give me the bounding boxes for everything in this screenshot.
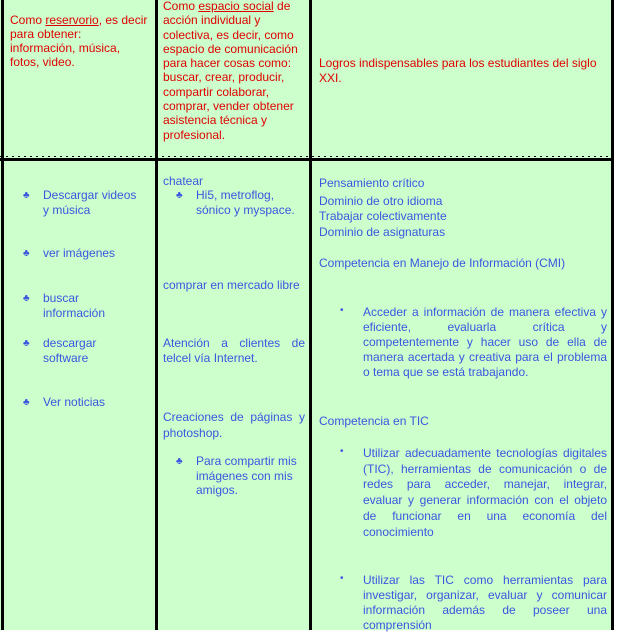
list-item: ver imágenes [43, 246, 116, 260]
header-col1 [10, 13, 150, 69]
logro: Pensamiento crítico [319, 176, 425, 190]
club-icon: ♣ [23, 397, 30, 408]
club-icon: ♣ [23, 248, 30, 259]
border [155, 0, 158, 630]
cmi-title: Competencia en Manejo de Información (CMI) [319, 256, 566, 270]
list-item: Utilizar las TIC como herramientas para investigar, organizar, evaluar y comunicar información además de poseer una comprensión [363, 573, 607, 632]
text: reservorio [45, 13, 99, 27]
comprar-text: comprar en mercado libre [163, 278, 300, 292]
text: Como [10, 13, 46, 27]
border [1, 0, 4, 630]
tic-title: Competencia en TIC [319, 414, 429, 428]
logro: Dominio de asignaturas [319, 225, 446, 239]
creaciones-text: Creaciones de páginas y photoshop. [163, 410, 305, 440]
logro: Dominio de otro idioma [319, 194, 443, 208]
bullet-icon: • [340, 446, 344, 457]
header-col2 [163, 0, 308, 142]
club-icon: ♣ [23, 293, 30, 304]
club-icon: ♣ [176, 190, 183, 201]
header-col3: Logros indispensables para los estudiantes del siglo XXI. [319, 56, 597, 85]
club-icon: ♣ [176, 456, 183, 467]
text: espacio social [198, 0, 274, 13]
text: , es decir para obtener: información, música, fotos, video. [10, 13, 148, 69]
bullet-icon: • [340, 305, 344, 316]
divider [0, 156, 614, 157]
club-icon: ♣ [23, 190, 30, 201]
list-item: Utilizar adecuadamente tecnologías digitales (TIC), herramientas de comunicación o de redes para acceder, manejar, integrar, evaluar y generar información con el objeto de funcionar en una economía del conocimiento [363, 446, 607, 539]
list-item: Descargar videos y música [43, 188, 137, 217]
atencion-text: Atención a clientes de telcel vía Internet. [163, 336, 305, 365]
divider [0, 158, 614, 161]
list-item: Ver noticias [43, 395, 106, 409]
list-item: Para compartir mis imágenes con mis amigos. [196, 454, 297, 497]
list-item: buscar información [43, 291, 106, 320]
text: Como [163, 0, 199, 13]
list-item: Acceder a información de manera efectiva y eficiente, evaluarla crítica y competentemente y hacer uso de ella de manera acertada y creativa para el problema o tema que se está trabajando. [363, 305, 607, 379]
list-item: Hi5, metroflog, sónico y myspace. [196, 188, 295, 217]
chatear-text: chatear [163, 174, 204, 188]
club-icon: ♣ [23, 338, 30, 349]
text: de acción individual y colectiva, es decir, como espacio de comunicación para hacer cosas como: buscar, crear, producir, compartir colaborar, comprar, vender obtener asistencia técnica y profesional. [163, 0, 298, 142]
logro: Trabajar colectivamente [319, 209, 447, 223]
border [309, 0, 312, 630]
bullet-icon: • [340, 573, 344, 584]
border [611, 0, 614, 630]
list-item: descargar software [43, 336, 97, 365]
